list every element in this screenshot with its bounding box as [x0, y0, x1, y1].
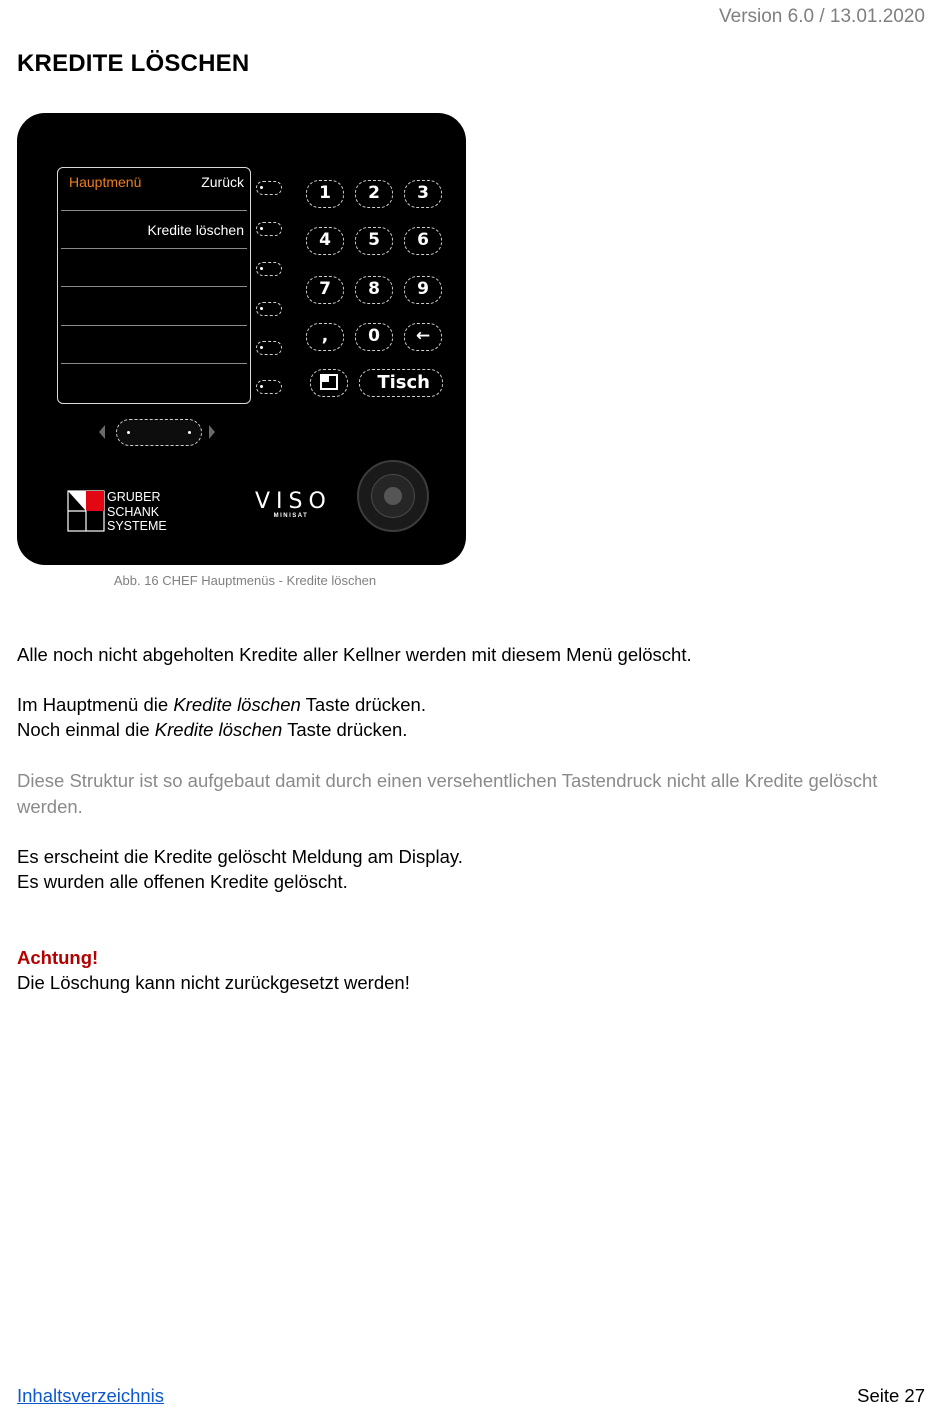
step-text: Taste drücken.: [300, 694, 426, 715]
product-brand: [255, 489, 332, 519]
toc-link[interactable]: Inhaltsverzeichnis: [17, 1385, 165, 1406]
result-line-2: Es wurden alle offenen Kredite gelöscht.: [17, 871, 348, 892]
key-9: 9: [404, 276, 442, 304]
softkey-1: [256, 181, 282, 195]
step-1: [17, 692, 932, 718]
section-title: KREDITE LÖSCHEN: [17, 50, 250, 77]
logo-line: SCHANK: [107, 504, 160, 519]
step-text: Taste drücken.: [282, 719, 408, 740]
document-version: Version 6.0 / 13.01.2020: [719, 6, 925, 27]
key-4: 4: [306, 227, 344, 255]
intro-paragraph: Alle noch nicht abgeholten Kredite aller Kellner werden mit diesem Menü gelöscht.: [17, 644, 692, 665]
step-2: [17, 717, 932, 743]
key-2: 2: [355, 180, 393, 208]
display-divider: [61, 248, 247, 249]
display-menu-label: Hauptmenü: [69, 174, 142, 190]
card-reader-inner: [371, 474, 415, 518]
structure-note: Diese Struktur ist so aufgebaut damit durch einen versehentlichen Tastendruck nicht alle Kredite gelöscht werden.: [17, 770, 878, 817]
company-logo-text: [107, 490, 167, 534]
display-divider: [61, 325, 247, 326]
softkey-3: [256, 262, 282, 276]
card-reader: [357, 460, 429, 532]
nav-rocker: [116, 419, 202, 446]
softkey-5: [256, 341, 282, 355]
display-item-label: Kredite löschen: [147, 222, 244, 238]
key-tisch: Tisch: [359, 369, 443, 397]
key-comma: ,: [306, 323, 344, 351]
nav-dot: [188, 431, 191, 434]
display-divider: [61, 286, 247, 287]
menu-key-icon: [320, 374, 338, 390]
key-5: 5: [355, 227, 393, 255]
figure-caption: Abb. 16 CHEF Hauptmenüs - Kredite löschen: [113, 573, 377, 588]
gruber-logo-icon: [67, 490, 105, 532]
softkey-4: [256, 302, 282, 316]
key-1: 1: [306, 180, 344, 208]
nav-left-arrow-icon: [99, 425, 105, 439]
device-display: [57, 167, 251, 404]
step-key-name: Kredite löschen: [173, 694, 301, 715]
display-divider: [61, 210, 247, 211]
display-back-label: Zurück: [201, 174, 244, 190]
softkey-2: [256, 222, 282, 236]
brand-name: VISO: [255, 489, 332, 514]
key-7: 7: [306, 276, 344, 304]
key-6: 6: [404, 227, 442, 255]
logo-line: SYSTEME: [107, 519, 167, 533]
nav-right-arrow-icon: [209, 425, 215, 439]
key-8: 8: [355, 276, 393, 304]
device-image: [17, 113, 466, 565]
key-0: 0: [355, 323, 393, 351]
key-backspace: ←: [404, 323, 442, 351]
step-text: Noch einmal die: [17, 719, 155, 740]
step-text: Im Hauptmenü die: [17, 694, 174, 715]
nav-dot: [127, 431, 130, 434]
display-divider: [61, 363, 247, 364]
logo-line: GRUBER: [107, 490, 161, 504]
key-3: 3: [404, 180, 442, 208]
warning-title: Achtung!: [17, 947, 99, 968]
warning-text: Die Löschung kann nicht zurückgesetzt werden!: [17, 972, 410, 993]
key-menu: [310, 369, 348, 397]
card-reader-core: [384, 487, 402, 505]
page-number: Seite 27: [857, 1385, 925, 1406]
brand-sub: MINISAT: [273, 513, 309, 519]
result-line-1: Es erscheint die Kredite gelöscht Meldung am Display.: [17, 846, 463, 867]
step-key-name: Kredite löschen: [154, 719, 283, 740]
softkey-6: [256, 380, 282, 394]
